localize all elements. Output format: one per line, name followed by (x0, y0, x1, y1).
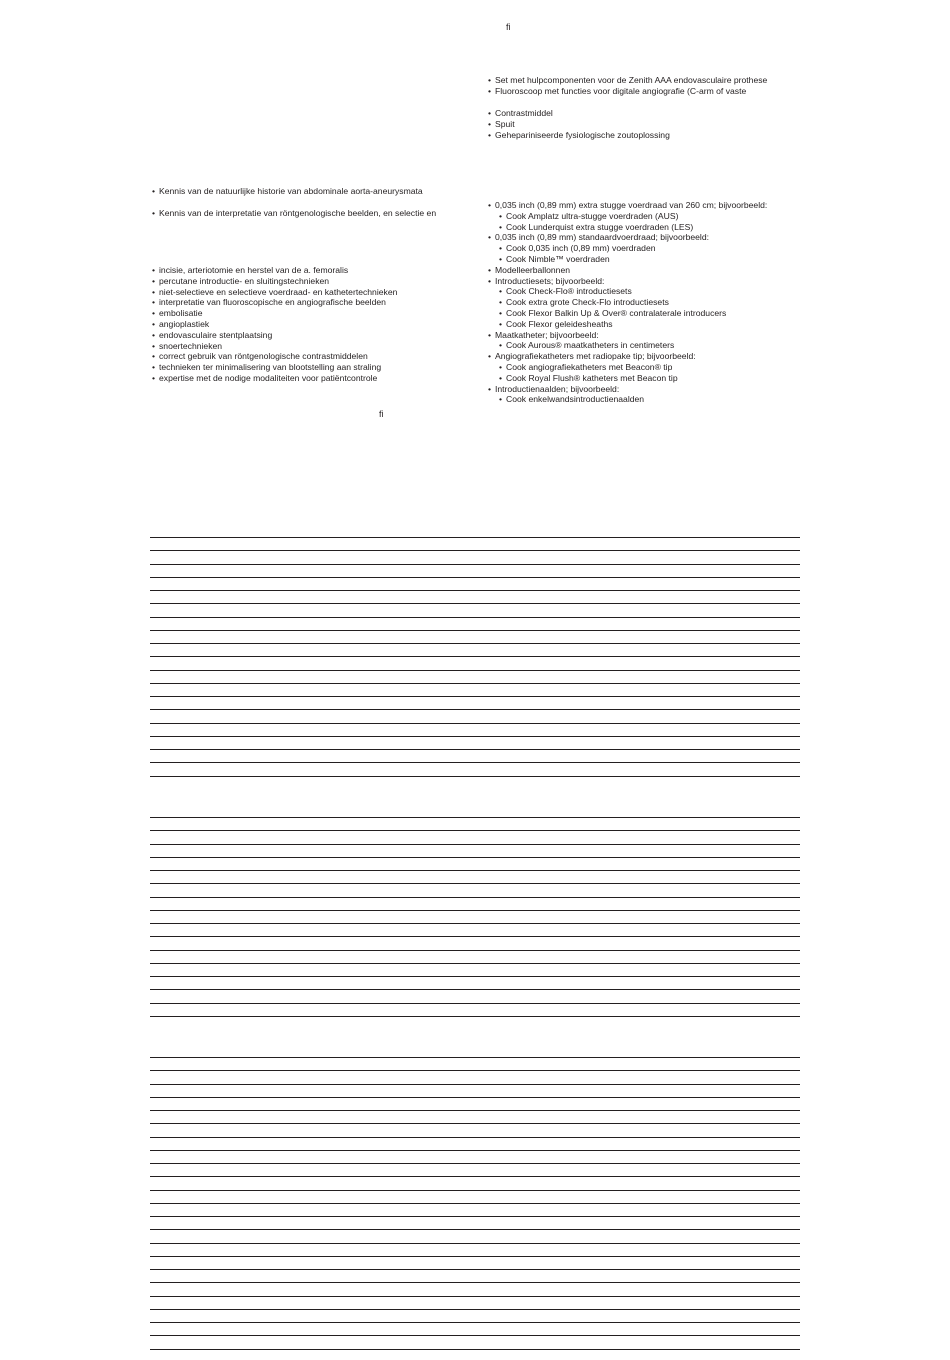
note-line (150, 923, 800, 924)
note-line (150, 656, 800, 657)
note-line (150, 603, 800, 604)
note-line (150, 1190, 800, 1191)
list-item: • correct gebruik van röntgenologische contrastmiddelen (152, 351, 397, 362)
sub-list-item: • Cook Check-Flo® introductiesets (499, 286, 767, 297)
note-line (150, 723, 800, 724)
note-line (150, 1016, 800, 1017)
note-line (150, 1243, 800, 1244)
sub-list-item: • Cook 0,035 inch (0,89 mm) voerdraden (499, 243, 767, 254)
note-line (150, 1003, 800, 1004)
list-item: • snoertechnieken (152, 341, 397, 352)
note-line (150, 1176, 800, 1177)
list-item: • 0,035 inch (0,89 mm) extra stugge voerdraad van 260 cm; bijvoorbeeld: (488, 200, 767, 211)
note-line (150, 936, 800, 937)
list-item: • incisie, arteriotomie en herstel van de a. femoralis (152, 265, 397, 276)
note-line (150, 749, 800, 750)
list-item: • technieken ter minimalisering van blootstelling aan straling (152, 362, 397, 373)
note-line (150, 1150, 800, 1151)
supplies-list (488, 200, 767, 405)
note-line (150, 670, 800, 671)
sub-list-item: • Cook Royal Flush® katheters met Beacon tip (499, 373, 767, 384)
list-item: • Fluoroscoop met functies voor digitale angiografie (C-arm of vaste (488, 86, 767, 97)
note-line (150, 817, 800, 818)
note-line (150, 1057, 800, 1058)
list-item: • interpretatie van fluoroscopische en angiografische beelden (152, 297, 397, 308)
list-item: • Contrastmiddel (488, 108, 670, 119)
list-item: • expertise met de nodige modaliteiten voor patiëntcontrole (152, 373, 397, 384)
note-line (150, 844, 800, 845)
note-line (150, 776, 800, 777)
note-line (150, 537, 800, 538)
sub-list-item: • Cook angiografiekatheters met Beacon® tip (499, 362, 767, 373)
knowledge-list (152, 186, 436, 218)
note-line (150, 1216, 800, 1217)
list-item: • endovasculaire stentplaatsing (152, 330, 397, 341)
note-line (150, 1309, 800, 1310)
note-line (150, 550, 800, 551)
list-item: • Maatkatheter; bijvoorbeeld: (488, 330, 767, 341)
list-item: • Kennis van de natuurlijke historie van abdominale aorta-aneurysmata (152, 186, 436, 197)
note-line (150, 1070, 800, 1071)
note-line (150, 910, 800, 911)
note-line (150, 1163, 800, 1164)
note-line (150, 1137, 800, 1138)
list-item: • Gehepariniseerde fysiologische zoutoplossing (488, 130, 670, 141)
list-item: • percutane introductie- en sluitingstechnieken (152, 276, 397, 287)
note-line (150, 1229, 800, 1230)
list-item: • Introductienaalden; bijvoorbeeld: (488, 384, 767, 395)
sub-list-item: • Cook Nimble™ voerdraden (499, 254, 767, 265)
note-line (150, 683, 800, 684)
note-line (150, 696, 800, 697)
note-line (150, 564, 800, 565)
note-line (150, 857, 800, 858)
note-line (150, 897, 800, 898)
note-line (150, 1335, 800, 1336)
list-item: • Spuit (488, 119, 670, 130)
top-marker: ﬁ (506, 22, 511, 32)
sub-list-item: • Cook Lunderquist extra stugge voerdraden (LES) (499, 222, 767, 233)
note-line (150, 1322, 800, 1323)
techniques-list (152, 265, 397, 384)
note-line (150, 1097, 800, 1098)
list-item: • angioplastiek (152, 319, 397, 330)
note-line (150, 590, 800, 591)
note-line (150, 1123, 800, 1124)
list-item: • embolisatie (152, 308, 397, 319)
sub-list-item: • Cook Amplatz ultra-stugge voerdraden (AUS) (499, 211, 767, 222)
sub-list-item: • Cook extra grote Check-Flo introductiesets (499, 297, 767, 308)
note-line (150, 950, 800, 951)
note-line (150, 830, 800, 831)
equipment-list-a (488, 75, 767, 97)
list-item: • Introductiesets; bijvoorbeeld: (488, 276, 767, 287)
note-line (150, 1296, 800, 1297)
note-line (150, 976, 800, 977)
list-item: • niet-selectieve en selectieve voerdraad- en kathetertechnieken (152, 287, 397, 298)
note-line (150, 963, 800, 964)
note-line (150, 630, 800, 631)
sub-list-item: • Cook Flexor Balkin Up & Over® contralaterale introducers (499, 308, 767, 319)
note-line (150, 883, 800, 884)
note-line (150, 1282, 800, 1283)
note-line (150, 1084, 800, 1085)
sub-list-item: • Cook enkelwandsintroductienaalden (499, 394, 767, 405)
note-line (150, 736, 800, 737)
note-line (150, 870, 800, 871)
note-line (150, 577, 800, 578)
note-line (150, 989, 800, 990)
note-line (150, 1203, 800, 1204)
list-item: • 0,035 inch (0,89 mm) standaardvoerdraad; bijvoorbeeld: (488, 232, 767, 243)
list-item: • Modelleerballonnen (488, 265, 767, 276)
note-line (150, 709, 800, 710)
note-line (150, 1256, 800, 1257)
equipment-list-b (488, 108, 670, 140)
sub-list-item: • Cook Flexor geleidesheaths (499, 319, 767, 330)
list-item: • Angiografiekatheters met radiopake tip; bijvoorbeeld: (488, 351, 767, 362)
note-line (150, 643, 800, 644)
left-marker: ﬁ (379, 409, 384, 419)
note-line (150, 1110, 800, 1111)
sub-list-item: • Cook Aurous® maatkatheters in centimeters (499, 340, 767, 351)
note-line (150, 617, 800, 618)
list-item: • Kennis van de interpretatie van röntgenologische beelden, en selectie en (152, 208, 436, 219)
note-line (150, 762, 800, 763)
note-line (150, 1349, 800, 1350)
list-item: • Set met hulpcomponenten voor de Zenith AAA endovasculaire prothese (488, 75, 767, 86)
note-line (150, 1269, 800, 1270)
